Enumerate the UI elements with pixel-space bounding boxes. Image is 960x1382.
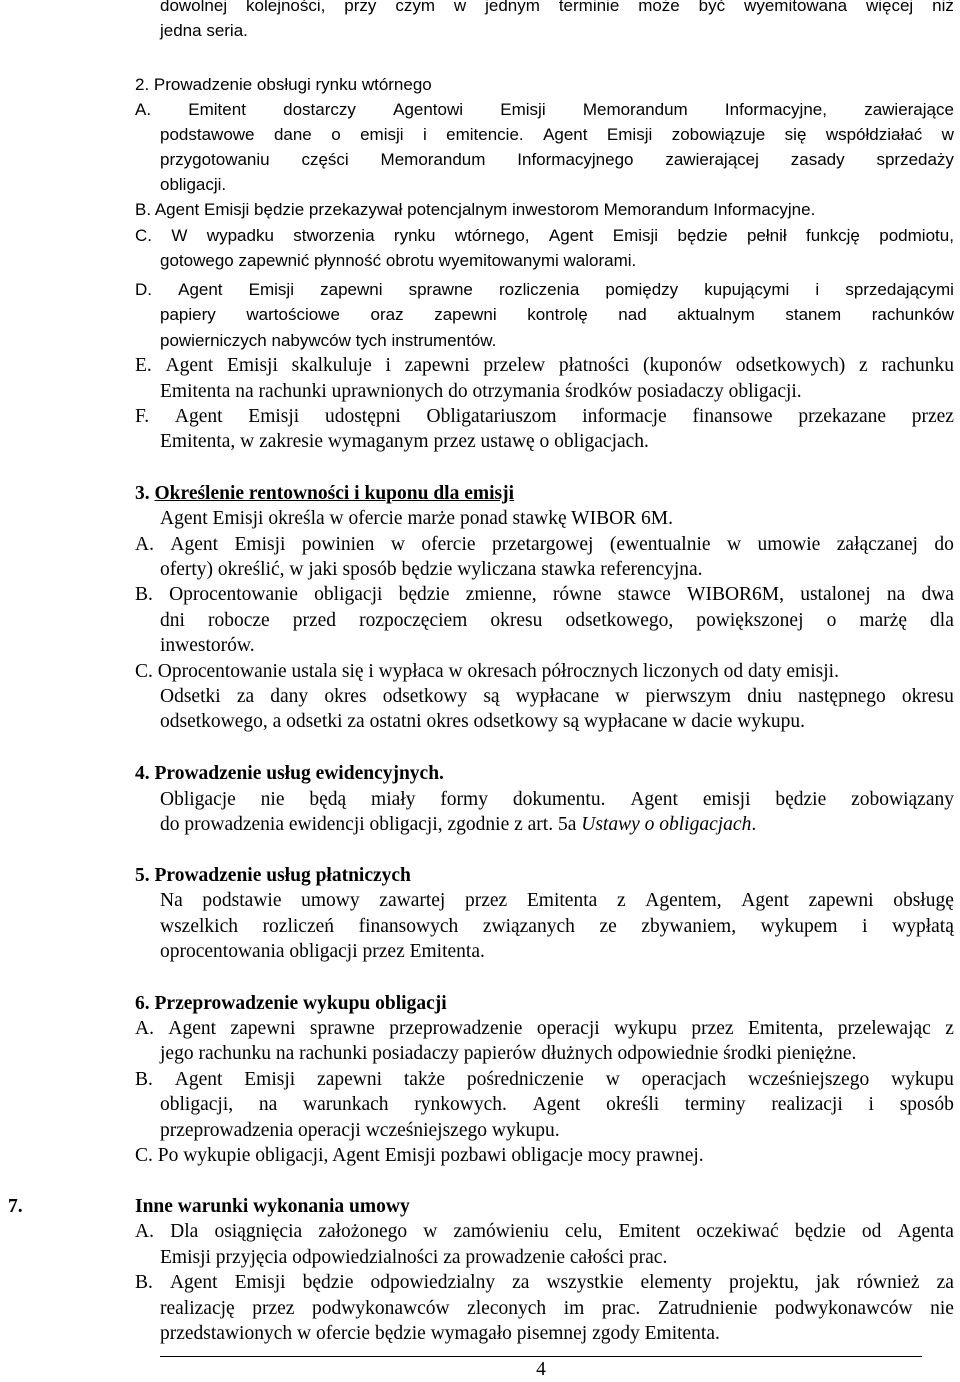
word: umowy — [301, 890, 360, 911]
word: wypłacane — [515, 686, 600, 707]
section-title: Przeprowadzenie wykupu obligacji — [154, 993, 447, 1014]
word: pierwszym — [645, 686, 732, 707]
word: Odsetki — [160, 686, 221, 707]
word: i — [385, 355, 391, 376]
paragraph-line — [160, 148, 954, 172]
word: ofercie — [421, 534, 476, 555]
word: przez — [911, 406, 954, 427]
word: rozliczeń — [262, 916, 335, 937]
paragraph-line: Agent Emisji określa w ofercie marże ponad stawkę WIBOR 6M. — [160, 508, 673, 529]
word: zawierającej — [665, 150, 759, 169]
word: papiery — [160, 305, 216, 324]
word: dla — [930, 610, 954, 631]
section-number: 3. — [135, 483, 150, 504]
paragraph-line: C. Oprocentowanie ustala się i wypłaca w okresach półrocznych liczonych od daty emisji. — [135, 661, 839, 682]
paragraph-line — [135, 98, 954, 122]
word: przelewając — [837, 1018, 931, 1039]
word: więcej — [865, 0, 914, 15]
paragraph-line — [160, 609, 954, 633]
word: sprawne — [309, 1018, 375, 1039]
word: A. — [135, 100, 152, 119]
word: za — [236, 686, 255, 707]
section-number: 5. — [135, 865, 150, 886]
paragraph-line: gotowego zapewnić płynność obrotu wyemitowanymi walorami. — [160, 251, 637, 270]
section-title: Prowadzenie obsługi rynku wtórnego — [153, 75, 432, 94]
paragraph-line: jego rachunku na rachunki posiadaczy papierów dłużnych odpowiednie środki pieniężne. — [160, 1043, 857, 1064]
word: wcześniejszego — [747, 1069, 870, 1090]
word: zapewni — [808, 890, 874, 911]
word: i — [815, 280, 820, 299]
word: A. — [135, 1018, 154, 1039]
word: finansowe — [692, 406, 773, 427]
word: miały — [371, 789, 416, 810]
paragraph-line — [135, 1271, 954, 1295]
word: sprawne — [408, 280, 473, 299]
word: zapewni — [230, 1018, 296, 1039]
word: projektu, — [728, 1272, 799, 1293]
word: rachunków — [871, 305, 954, 324]
paragraph-line — [135, 224, 954, 248]
word: być — [698, 0, 726, 15]
word: Agent — [543, 125, 588, 144]
word: ze — [599, 916, 617, 937]
word: zobowiązuje — [671, 125, 766, 144]
paragraph-line — [135, 1220, 954, 1244]
word: zasady — [790, 150, 845, 169]
word: przetargowej — [491, 534, 594, 555]
word: następnego — [798, 686, 886, 707]
paragraph-line — [135, 1017, 954, 1041]
paragraph-line: inwestorów. — [160, 635, 255, 656]
word: i — [422, 125, 427, 144]
word: Na — [160, 890, 183, 911]
section-number: 7. — [8, 1196, 23, 1217]
paragraph-line: przeprowadzenia operacji wcześniejszego wykupu. — [160, 1120, 560, 1141]
word: zbywaniem, — [641, 916, 737, 937]
section-heading-4 — [135, 762, 444, 786]
word: będą — [309, 789, 347, 810]
word: formy — [440, 789, 488, 810]
word: podwykonawców — [312, 1298, 450, 1319]
word: do — [934, 534, 954, 555]
section-heading-3 — [135, 482, 514, 506]
word: na — [886, 584, 906, 605]
word: sprzedającymi — [845, 280, 954, 299]
word: finansowych — [358, 916, 459, 937]
word: przygotowaniu — [160, 150, 270, 169]
word: z — [945, 1018, 954, 1039]
word: zamówieniu — [453, 1221, 549, 1242]
word: powinien — [301, 534, 375, 555]
word: Emitenta, — [747, 1018, 824, 1039]
word: za — [512, 1272, 530, 1293]
word: Agent — [548, 226, 594, 245]
word: stworzenia — [293, 226, 375, 245]
word: podstawowe — [160, 125, 255, 144]
word: pomiędzy — [605, 280, 679, 299]
word: celu, — [564, 1221, 603, 1242]
word: wykupu — [614, 1018, 677, 1039]
footer-divider — [160, 1356, 922, 1357]
word: terminy — [684, 1094, 746, 1115]
word: okresu — [901, 686, 954, 707]
word: związanych — [482, 916, 575, 937]
word: Emitent — [188, 100, 246, 119]
word: będzie — [775, 789, 827, 810]
section-heading-5 — [135, 864, 411, 888]
word: kolejności, — [246, 0, 326, 15]
word: rachunku — [881, 355, 954, 376]
paragraph-line — [135, 1068, 954, 1092]
word: im — [563, 1298, 585, 1319]
word: okresu — [490, 610, 543, 631]
word: rynkowych. — [414, 1094, 507, 1115]
paragraph-line — [160, 685, 954, 709]
word: dwa — [921, 584, 954, 605]
paragraph-line: jedna seria. — [160, 21, 248, 40]
word: Agent — [170, 534, 219, 555]
word: przez — [465, 890, 508, 911]
word: okres — [324, 686, 367, 707]
word: emisji — [702, 789, 751, 810]
paragraph-line — [135, 405, 954, 429]
word: i — [862, 916, 868, 937]
word: Emisji — [500, 100, 546, 119]
word: Emisji — [612, 226, 659, 245]
word: F. — [135, 406, 150, 427]
word: udostępni — [324, 406, 401, 427]
word: Emisji — [606, 125, 653, 144]
word: przez — [691, 1018, 734, 1039]
word: warunkach — [303, 1094, 389, 1115]
word: informacje — [582, 406, 667, 427]
word: pełnił — [746, 226, 787, 245]
word: Agent — [630, 789, 678, 810]
word: robocze — [207, 610, 270, 631]
section-title: Prowadzenie usług płatniczych — [154, 865, 411, 886]
word: przez — [252, 1298, 295, 1319]
word: Agenta — [897, 1221, 954, 1242]
word: podmiotu, — [879, 226, 954, 245]
paragraph-line: oprocentowania obligacji przez Emitenta. — [160, 941, 485, 962]
word: kontrolę — [527, 305, 588, 324]
word: obligacji — [314, 584, 383, 605]
word: D. — [135, 280, 152, 299]
word: w — [453, 0, 467, 15]
word: A. — [135, 534, 154, 555]
word: B. — [135, 1069, 153, 1090]
paragraph-line: powierniczych nabywców tych instrumentów. — [160, 331, 497, 350]
word: B. — [135, 584, 153, 605]
word: Emitenta — [526, 890, 598, 911]
paragraph-line — [160, 1297, 954, 1321]
word: obligacji, — [160, 1094, 234, 1115]
paragraph-line: obligacji. — [160, 175, 227, 194]
word: przed — [292, 610, 337, 631]
word: będzie — [398, 584, 450, 605]
word: Agent — [178, 280, 223, 299]
word: rozliczenia — [498, 280, 580, 299]
act-name: Ustawy o obligacjach — [581, 814, 752, 835]
word: niż — [932, 0, 954, 15]
word: pośredniczenie — [466, 1069, 584, 1090]
word: obsługę — [893, 890, 954, 911]
word: może — [638, 0, 680, 15]
word: dowolnej — [160, 0, 228, 15]
paragraph-line — [160, 303, 954, 327]
paragraph-line — [160, 0, 954, 18]
paragraph-line — [160, 889, 954, 913]
word: dokumentu. — [512, 789, 606, 810]
word: E. — [135, 355, 152, 376]
word: wypłatą — [892, 916, 954, 937]
word: powiększonej — [696, 610, 804, 631]
word: przeprowadzenie — [389, 1018, 523, 1039]
word: umowie — [757, 534, 821, 555]
text-run: . — [751, 814, 757, 835]
word: są — [483, 686, 500, 707]
word: Agent — [168, 1018, 217, 1039]
word: oraz — [370, 305, 404, 324]
word: jak — [815, 1272, 840, 1293]
word: w — [605, 1069, 620, 1090]
word: załączanej — [836, 534, 918, 555]
word: A. — [135, 1221, 154, 1242]
word: aktualnym — [677, 305, 755, 324]
section-heading-7 — [8, 1195, 410, 1219]
word: Zatrudnienie — [657, 1298, 758, 1319]
paragraph-line — [160, 788, 954, 812]
word: realizacji — [771, 1094, 843, 1115]
word: zapewni — [320, 280, 383, 299]
word: odsetkowy — [382, 686, 468, 707]
word: Emitent — [618, 1221, 681, 1242]
word: czym — [395, 0, 435, 15]
word: Emisji — [234, 534, 286, 555]
word: Obligacje — [160, 789, 236, 810]
word: Agent — [174, 406, 223, 427]
word: płatności — [558, 355, 630, 376]
section-number: 2. — [135, 75, 150, 94]
word: emitencie. — [446, 125, 524, 144]
word: zobowiązany — [851, 789, 954, 810]
paragraph-line: B. Agent Emisji będzie przekazywał potencjalnym inwestorom Memorandum Informacyjne. — [135, 200, 816, 219]
paragraph-line — [135, 533, 954, 557]
word: zapewni — [404, 355, 470, 376]
section-heading-6 — [135, 992, 447, 1016]
word: Emisji — [234, 1272, 286, 1293]
word: Agent — [165, 355, 214, 376]
word: operacjach — [641, 1069, 727, 1090]
word: odpowiedzialny — [370, 1272, 496, 1293]
word: Informacyjnego — [517, 150, 634, 169]
word: wyemitowana — [744, 0, 848, 15]
word: nad — [618, 305, 647, 324]
paragraph-line — [135, 278, 954, 302]
word: zawierające — [864, 100, 954, 119]
word: Memorandum — [380, 150, 486, 169]
word: oczekiwać — [696, 1221, 779, 1242]
word: wypadku — [206, 226, 274, 245]
word: również — [856, 1272, 920, 1293]
word: emisji — [360, 125, 404, 144]
word: zmienne, — [465, 584, 537, 605]
word: o — [331, 125, 341, 144]
word: podwykonawców — [775, 1298, 913, 1319]
word: Agent — [741, 890, 789, 911]
word: dniu — [747, 686, 782, 707]
word: zapewni — [317, 1069, 383, 1090]
word: (ewentualnie — [609, 534, 711, 555]
word: marżę — [859, 610, 907, 631]
page-number: 4 — [536, 1359, 546, 1380]
word: będzie — [302, 1272, 354, 1293]
word: za — [936, 1272, 954, 1293]
word: realizację — [160, 1298, 235, 1319]
word: Emisji — [248, 280, 294, 299]
word: o — [826, 610, 837, 631]
word: w — [941, 125, 954, 144]
text-run: do prowadzenia ewidencji obligacji, zgodnie z art. 5a — [160, 814, 582, 835]
word: odsetkowych) — [735, 355, 846, 376]
word: Emisji — [248, 406, 300, 427]
word: sprzedaży — [876, 150, 954, 169]
word: Agent — [532, 1094, 581, 1115]
word: z — [616, 890, 626, 911]
word: się — [784, 125, 807, 144]
word: określi — [606, 1094, 660, 1115]
word: jednym — [485, 0, 540, 15]
word: będzie — [677, 226, 728, 245]
word: z — [859, 355, 868, 376]
section-title: Prowadzenie usług ewidencyjnych. — [154, 763, 444, 784]
word: dni — [160, 610, 185, 631]
word: w — [615, 686, 630, 707]
word: zawartej — [379, 890, 446, 911]
word: Oprocentowanie — [169, 584, 298, 605]
word: od — [861, 1221, 882, 1242]
paragraph-line: Emisji przyjęcia odpowiedzialności za prowadzenie całości prac. — [160, 1247, 668, 1268]
paragraph-line: odsetkowego, a odsetki za ostatni okres odsetkowy są wypłacane w dacie wykupu. — [160, 711, 805, 732]
word: zapewni — [434, 305, 497, 324]
word: będzie — [794, 1221, 846, 1242]
word: prac. — [601, 1298, 641, 1319]
word: (kuponów — [643, 355, 723, 376]
section-number: 4. — [135, 763, 150, 784]
paragraph-line — [160, 915, 954, 939]
paragraph-line — [135, 583, 954, 607]
word: w — [390, 534, 405, 555]
word: wszystkie — [546, 1272, 624, 1293]
word: wartościowe — [246, 305, 340, 324]
word: założonego — [318, 1221, 408, 1242]
word: rynku — [393, 226, 436, 245]
word: dane — [273, 125, 312, 144]
word: stawce — [617, 584, 671, 605]
word: w — [726, 534, 742, 555]
section-title: Określenie rentowności i kuponu dla emisji — [154, 483, 515, 504]
word: przekazane — [798, 406, 887, 427]
section-number: 6. — [135, 993, 150, 1014]
word: Obligatariuszom — [426, 406, 557, 427]
section-heading-2 — [135, 73, 432, 97]
word: odsetkowego, — [565, 610, 674, 631]
paragraph-line — [160, 813, 756, 837]
word: funkcję — [806, 226, 860, 245]
word: B. — [135, 1272, 153, 1293]
word: ustalonej — [800, 584, 871, 605]
word: nie — [260, 789, 285, 810]
word: w — [423, 1221, 438, 1242]
word: rozpoczęciem — [359, 610, 468, 631]
paragraph-line: przedstawionych w ofercie będzie wymagało pisemnej zgody Emitenta. — [160, 1323, 720, 1344]
paragraph-line: C. Po wykupie obligacji, Agent Emisji pozbawi obligacje mocy prawnej. — [135, 1145, 704, 1166]
word: wykupu — [891, 1069, 954, 1090]
word: wykupem — [760, 916, 838, 937]
word: Memorandum — [582, 100, 688, 119]
word: podstawie — [202, 890, 282, 911]
word: Dla — [170, 1221, 199, 1242]
word: kupującymi — [704, 280, 790, 299]
word: WIBOR6M, — [687, 584, 785, 605]
word: części — [301, 150, 349, 169]
word: na — [258, 1094, 278, 1115]
word: W — [171, 226, 188, 245]
word: skalkuluje — [291, 355, 372, 376]
word: elementy — [640, 1272, 712, 1293]
word: Emisji — [244, 1069, 296, 1090]
word: Agentowi — [393, 100, 464, 119]
word: dany — [270, 686, 309, 707]
word: Agentem, — [645, 890, 722, 911]
word: Emisji — [226, 355, 278, 376]
word: sposób — [899, 1094, 954, 1115]
paragraph-line: oferty) określić, w jaki sposób będzie wyliczana stawka referencyjna. — [160, 559, 703, 580]
word: współdziałać — [825, 125, 923, 144]
word: terminie — [558, 0, 620, 15]
paragraph-line — [135, 354, 954, 378]
word: nie — [930, 1298, 954, 1319]
word: wtórnego, — [454, 226, 530, 245]
word: C. — [135, 226, 152, 245]
word: zleconych — [467, 1298, 547, 1319]
word: Agent — [169, 1272, 218, 1293]
word: Agent — [174, 1069, 223, 1090]
paragraph-line: Emitenta na rachunki uprawnionych do otrzymania środków posiadaczy obligacji. — [160, 381, 802, 402]
paragraph-line — [160, 123, 954, 147]
word: operacji — [536, 1018, 600, 1039]
section-title: Inne warunki wykonania umowy — [135, 1196, 410, 1217]
paragraph-line: Emitenta, w zakresie wymaganym przez ustawę o obligacjach. — [160, 431, 649, 452]
word: przelew — [483, 355, 546, 376]
word: przy — [344, 0, 377, 15]
word: dostarczy — [283, 100, 356, 119]
word: równe — [552, 584, 602, 605]
paragraph-line — [160, 1093, 954, 1117]
word: wszelkich — [160, 916, 238, 937]
word: stanem — [785, 305, 842, 324]
word: Informacyjne, — [724, 100, 827, 119]
word: i — [868, 1094, 874, 1115]
word: osiągnięcia — [214, 1221, 303, 1242]
word: także — [403, 1069, 446, 1090]
